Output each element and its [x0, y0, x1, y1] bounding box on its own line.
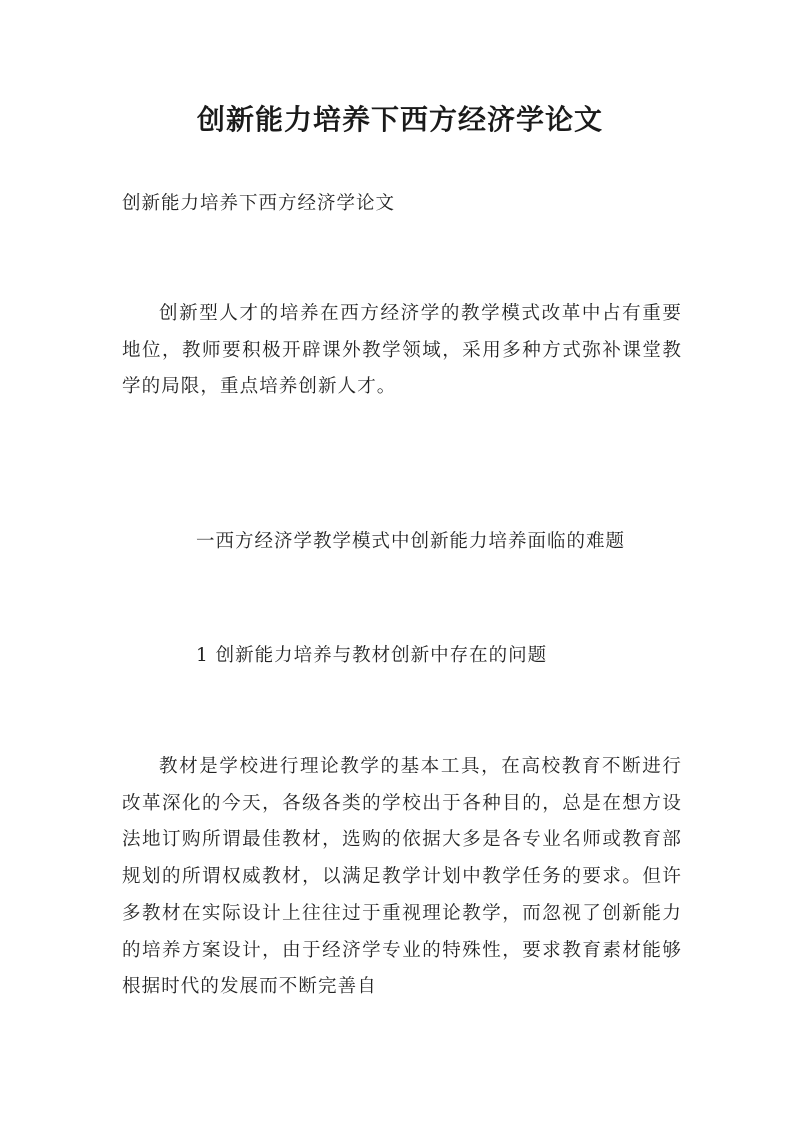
document-title: 创新能力培养下西方经济学论文: [196, 103, 603, 136]
document-subtitle: 创新能力培养下西方经济学论文: [122, 193, 396, 214]
intro-paragraph: 创新型人才的培养在西方经济学的教学模式改革中占有重要地位，教师要积极开辟课外教学领域，采用多种方式弥补课堂教学的局限，重点培养创新人才。: [122, 303, 682, 398]
section-heading-1: 一西方经济学教学模式中创新能力培养面临的难题: [196, 531, 626, 552]
section-heading-2: 1 创新能力培养与教材创新中存在的问题: [196, 645, 548, 666]
body-paragraph: 教材是学校进行理论教学的基本工具，在高校教育不断进行改革深化的今天，各级各类的学校出于各种目的，总是在想方设法地订购所谓最佳教材，选购的依据大多是各专业名师或教育部规划的所谓权威教材，以满足教学计划中教学任务的要求。但许多教材在实际设计上往往过于重视理论教学，而忽视了创新能力的培养方案设计，由于经济学专业的特殊性，要求教育素材能够根据时代的发展而不断完善自: [122, 756, 682, 998]
